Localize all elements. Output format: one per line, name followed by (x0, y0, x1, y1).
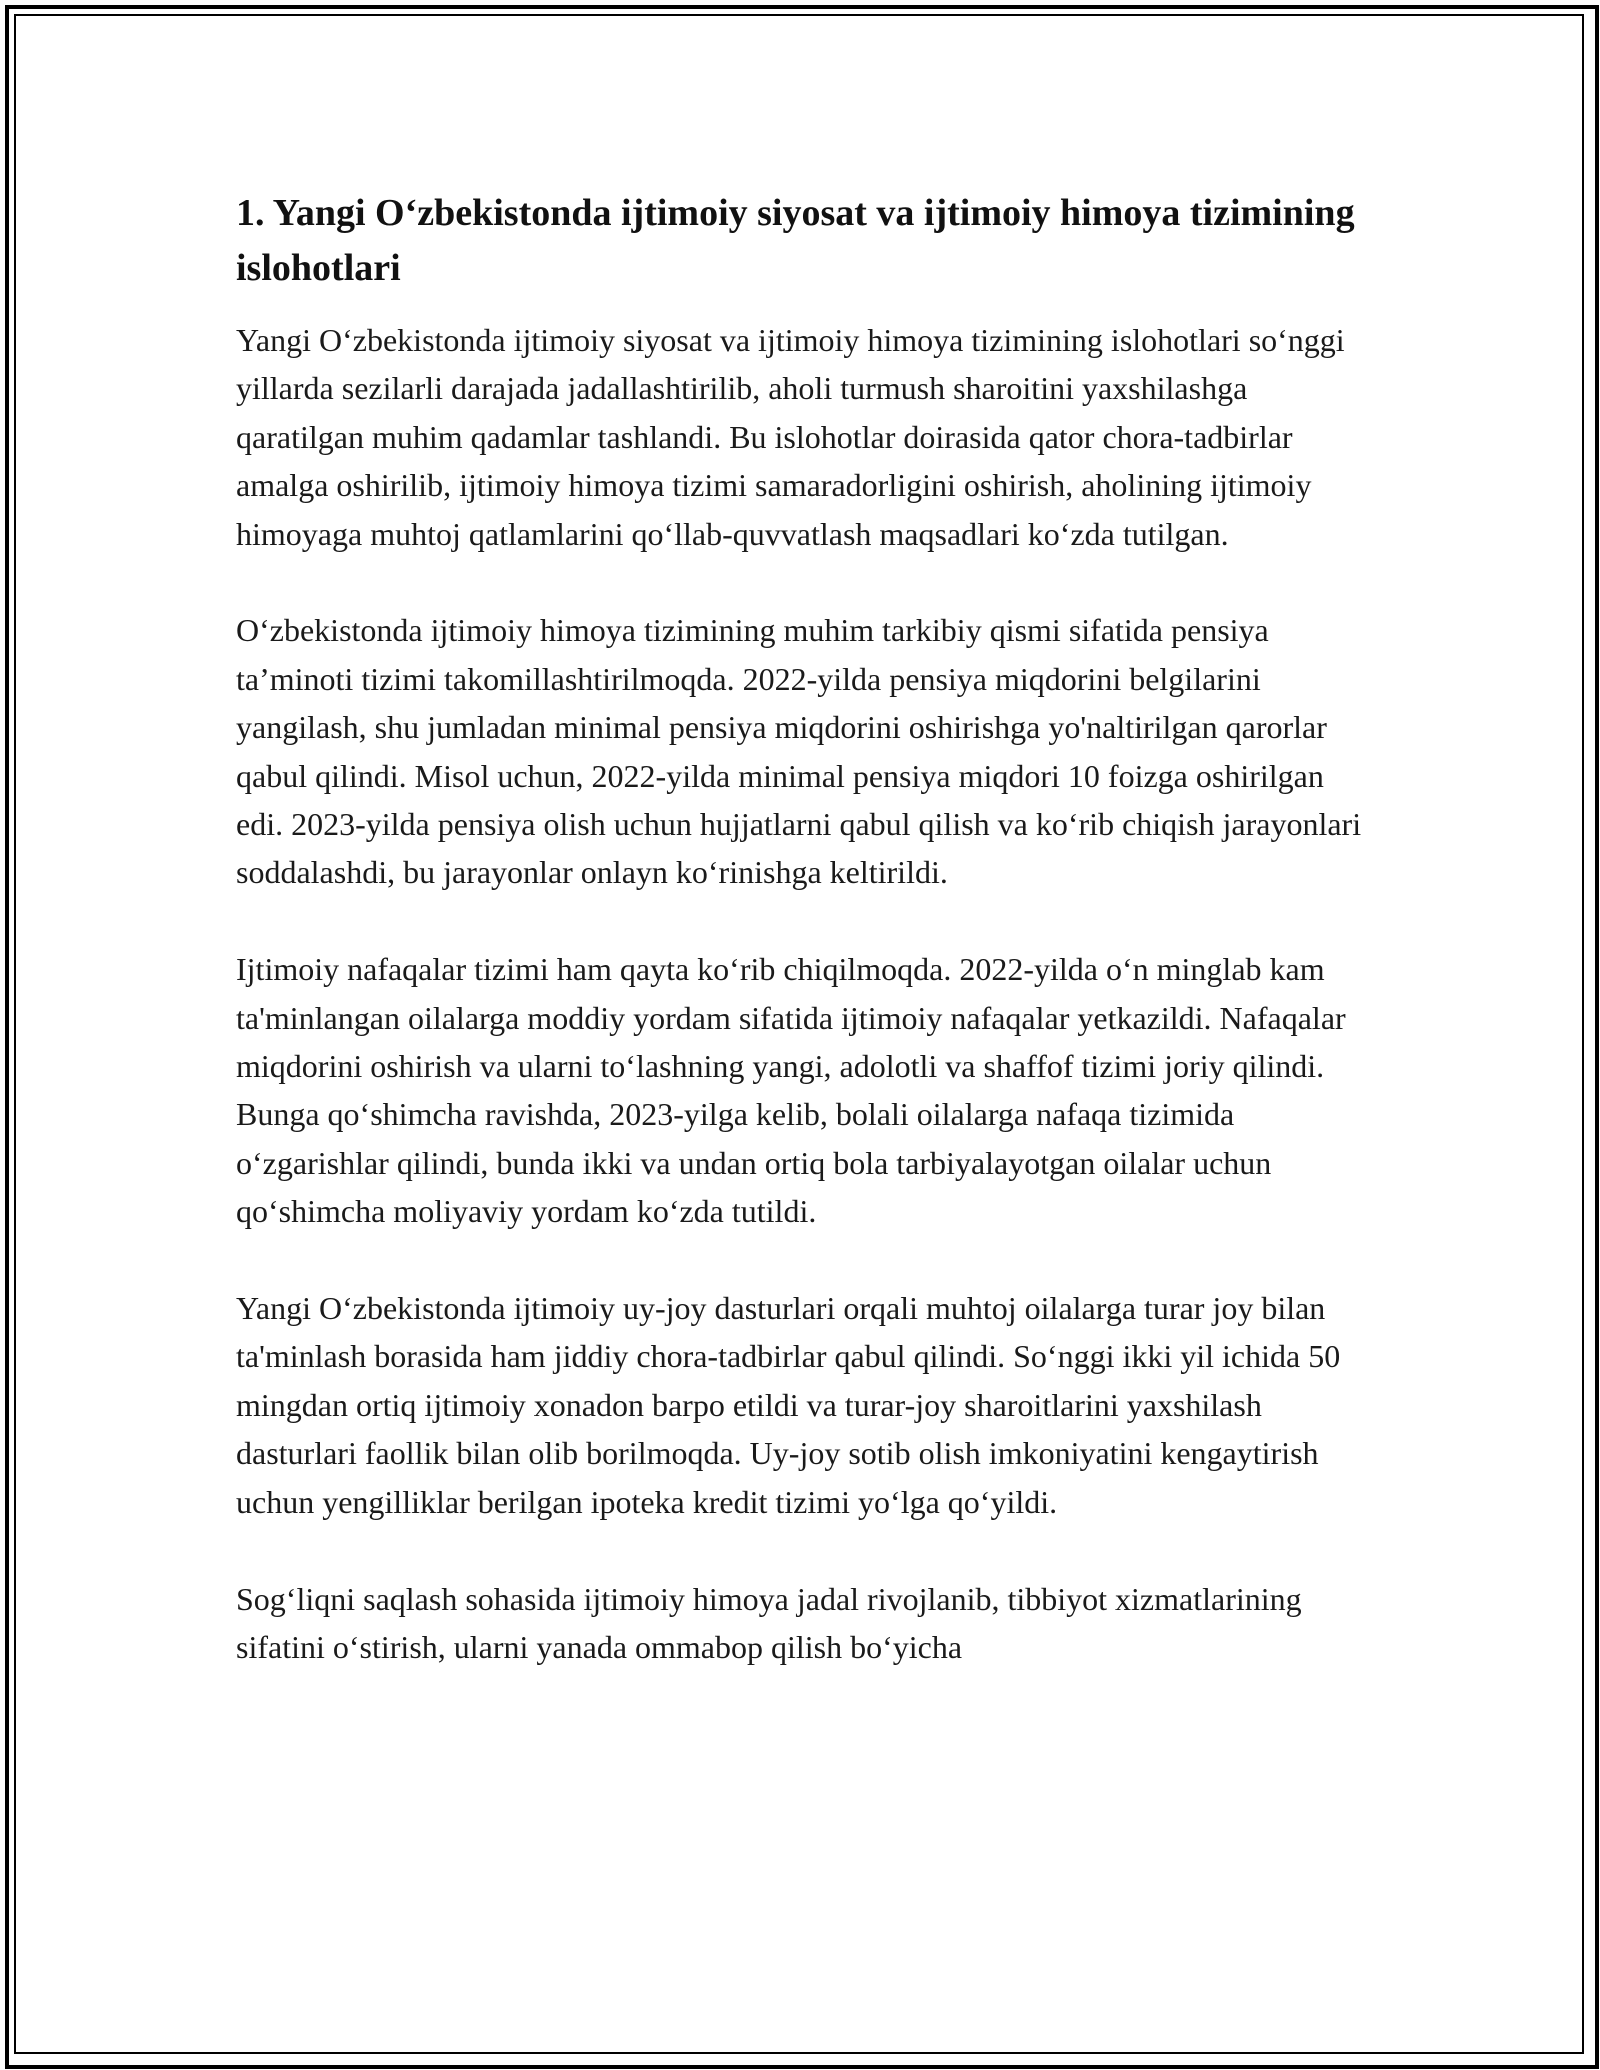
paragraph-pension: O‘zbekistonda ijtimoiy himoya tizimining muhim tarkibiy qismi sifatida pensiya ta’minoti tizimi takomillashtirilmoqda. 2022-yilda pensiya miqdorini belgilarini yangilash, shu jumladan minimal pensiya miqdorini oshirishga yo'naltirilgan qarorlar qabul qilindi. Misol uchun, 2022-yilda minimal pensiya miqdori 10 foizga oshirilgan edi. 2023-yilda pensiya olish uchun hujjatlarni qabul qilish va ko‘rib chiqish jarayonlari soddalashdi, bu jarayonlar onlayn ko‘rinishga keltirildi. (236, 612, 1362, 891)
document-page (236, 186, 1366, 1671)
paragraph-housing: Yangi O‘zbekistonda ijtimoiy uy-joy dasturlari orqali muhtoj oilalarga turar joy bilan ta'minlash borasida ham jiddiy chora-tadbirlar qabul qilindi. So‘nggi ikki yil ichida 50 mingdan ortiq ijtimoiy xonadon barpo etildi va turar-joy sharoitlarini yaxshilash dasturlari faollik bilan olib borilmoqda. Uy-joy sotib olish imkoniyatini kengaytirish uchun yengilliklar berilgan ipoteka kredit tizimi yo‘lga qo‘yildi. (236, 1290, 1341, 1520)
paragraph-healthcare: Sog‘liqni saqlash sohasida ijtimoiy himoya jadal rivojlanib, tibbiyot xizmatlarining sifatini o‘stirish, ularni yanada ommabop qilish bo‘yicha (236, 1580, 1302, 1665)
section-heading: 1. Yangi O‘zbekistonda ijtimoiy siyosat va ijtimoiy himoya tizimining islohotlari (236, 192, 1355, 289)
paragraph-social-benefits: Ijtimoiy nafaqalar tizimi ham qayta ko‘rib chiqilmoqda. 2022-yilda o‘n minglab kam ta'minlangan oilalarga moddiy yordam sifatida ijtimoiy nafaqalar yetkazildi. Nafaqalar miqdorini oshirish va ularni to‘lashning yangi, adolotli va shaffof tizimi joriy qilindi. Bunga qo‘shimcha ravishda, 2023-yilga kelib, bolali oilalarga nafaqa tizimida o‘zgarishlar qilindi, bunda ikki va undan ortiq bola tarbiyalayotgan oilalar uchun qo‘shimcha moliyaviy yordam ko‘zda tutildi. (236, 951, 1346, 1230)
paragraph-intro: Yangi O‘zbekistonda ijtimoiy siyosat va ijtimoiy himoya tizimining islohotlari so‘nggi yillarda sezilarli darajada jadallashtirilib, aholi turmush sharoitini yaxshilashga qaratilgan muhim qadamlar tashlandi. Bu islohotlar doirasida qator chora-tadbirlar amalga oshirilib, ijtimoiy himoya tizimi samaradorligini oshirish, aholining ijtimoiy himoyaga muhtoj qatlamlarini qo‘llab-quvvatlash maqsadlari ko‘zda tutilgan. (236, 322, 1345, 552)
